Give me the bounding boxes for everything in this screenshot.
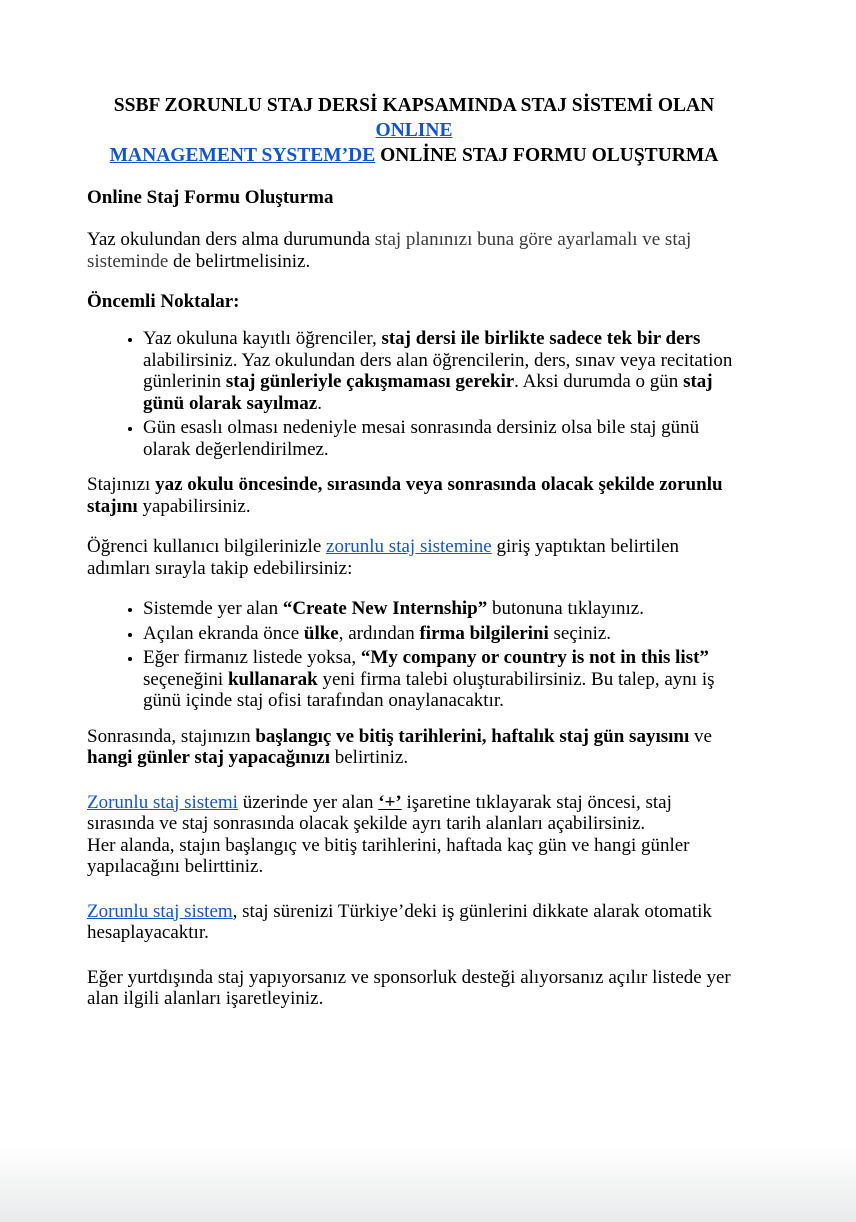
timing-paragraph (87, 474, 741, 517)
important-points-list (87, 328, 741, 460)
list-item (143, 623, 741, 645)
login-paragraph (87, 536, 741, 579)
steps-list (87, 598, 741, 712)
text-segment: , ardından (338, 622, 420, 644)
auto-calc-paragraph (87, 901, 741, 944)
text-segment: Her alanda, stajın başlangıç ve bitiş tarihlerini, haftada kaç gün ve hangi günler yapılacağını belirttiniz. (87, 834, 690, 877)
text-segment: başlangıç ve bitiş tarihlerini, haftalık staj gün sayısını (255, 725, 690, 747)
text-segment: Eğer firmanız listede yoksa, (143, 647, 361, 668)
abroad-paragraph (87, 967, 741, 1010)
text-segment: Açılan ekranda önce (143, 622, 304, 644)
text-segment: belirtiniz. (329, 747, 409, 768)
text-segment: Öğrenci kullanıcı bilgilerinizle (87, 536, 327, 557)
document-title (87, 93, 741, 168)
title-line-2 (87, 143, 741, 168)
text-segment: “Create New Internship” (282, 598, 488, 619)
text-segment: staj dersi ile birlikte sadece tek bir ders (381, 328, 701, 349)
text-segment: “My company or country is not in this list” (360, 647, 709, 668)
text-segment: Stajınızı (87, 474, 156, 495)
zorunlu-staj-sistemine-link[interactable]: zorunlu staj sistemine (326, 536, 492, 557)
text-segment: Eğer yurtdışında staj yapıyorsanız ve sponsorluk desteği alıyorsanız açılır listede yer alan ilgili alanları işaretleyiniz. (87, 966, 731, 1009)
intro-paragraph (87, 229, 741, 272)
online-management-system-link[interactable]: MANAGEMENT SYSTEM’DE (109, 145, 376, 166)
text-segment: seçeneğini (143, 668, 228, 690)
text-segment: Sistemde yer alan (143, 598, 283, 619)
list-item (143, 598, 741, 620)
text-segment: Yaz okulundan ders alma durumunda (87, 229, 375, 250)
text-segment: hangi günler staj yapacağınızı (87, 747, 330, 768)
list-item (143, 647, 741, 712)
text-segment: üzerinde yer alan (237, 791, 379, 813)
text-segment: firma bilgilerini (419, 622, 549, 644)
list-item (143, 417, 741, 460)
text-segment: yapabilirsiniz. (137, 495, 251, 517)
details-paragraph (87, 726, 741, 769)
text-segment: staj günleriyle çakışmaması gerekir (225, 371, 515, 392)
text-segment: de belirtmelisiniz. (168, 250, 311, 272)
text-segment: kullanarak (227, 668, 318, 690)
text-segment: Gün esaslı olması nedeniyle mesai sonrasında dersiniz olsa bile staj günü olarak değerlendirilmez. (143, 417, 700, 460)
text-segment: staj günü olarak sayılmaz (143, 371, 713, 414)
text-segment: ve (689, 725, 712, 747)
text-segment: ONLİNE STAJ FORMU OLUŞTURMA (375, 145, 719, 166)
title-line-1 (87, 93, 741, 143)
online-management-system-link[interactable]: ONLINE (375, 120, 453, 141)
text-segment: giriş yaptıktan belirtilen adımları sırayla takip edebilirsiniz: (87, 536, 680, 579)
text-segment: staj planınızı buna göre ayarlamalı ve staj sisteminde (87, 229, 692, 272)
section-heading-online-staj-formu: Online Staj Formu Oluşturma (87, 187, 334, 208)
text-segment: ülke (303, 622, 339, 644)
zorunlu-staj-sistemi-link[interactable]: Zorunlu staj sistemi (87, 791, 238, 813)
text-segment: alabilirsiniz. Yaz okulundan ders alan öğrencilerin, ders, sınav veya recitation günlerinin (143, 349, 733, 392)
text-segment: Sonrasında, stajınızın (87, 725, 256, 747)
list-item (143, 328, 741, 414)
text-segment: yaz okulu öncesinde, sırasında veya sonrasında olacak şekilde zorunlu stajını (87, 474, 723, 517)
text-segment: . (317, 392, 322, 414)
text-segment: seçiniz. (548, 622, 612, 644)
plus-sign-paragraph (87, 792, 741, 878)
text-segment: Yaz okuluna kayıtlı öğrenciler, (143, 328, 382, 349)
text-segment: . Aksi durumda o gün (514, 371, 684, 392)
text-segment: butonuna tıklayınız. (487, 598, 644, 619)
zorunlu-staj-sistem-link[interactable]: Zorunlu staj sistem (87, 900, 233, 922)
text-segment: ‘+’ (378, 791, 402, 813)
text-segment: , staj sürenizi Türkiye’deki iş günlerini dikkate alarak otomatik hesaplayacaktır. (87, 900, 712, 943)
text-segment: yeni firma talebi oluşturabilirsiniz. Bu talep, aynı iş günü içinde staj ofisi tarafından onaylanacaktır. (143, 668, 715, 711)
text-segment: işaretine tıklayarak staj öncesi, staj sırasında ve staj sonrasında olacak şekilde ayrı tarih alanları açabilirsiniz. (87, 791, 672, 834)
text-segment: SSBF ZORUNLU STAJ DERSİ KAPSAMINDA STAJ SİSTEMİ OLAN (113, 95, 715, 116)
section-heading-important-points: Öncemli Noktalar: (87, 291, 240, 312)
